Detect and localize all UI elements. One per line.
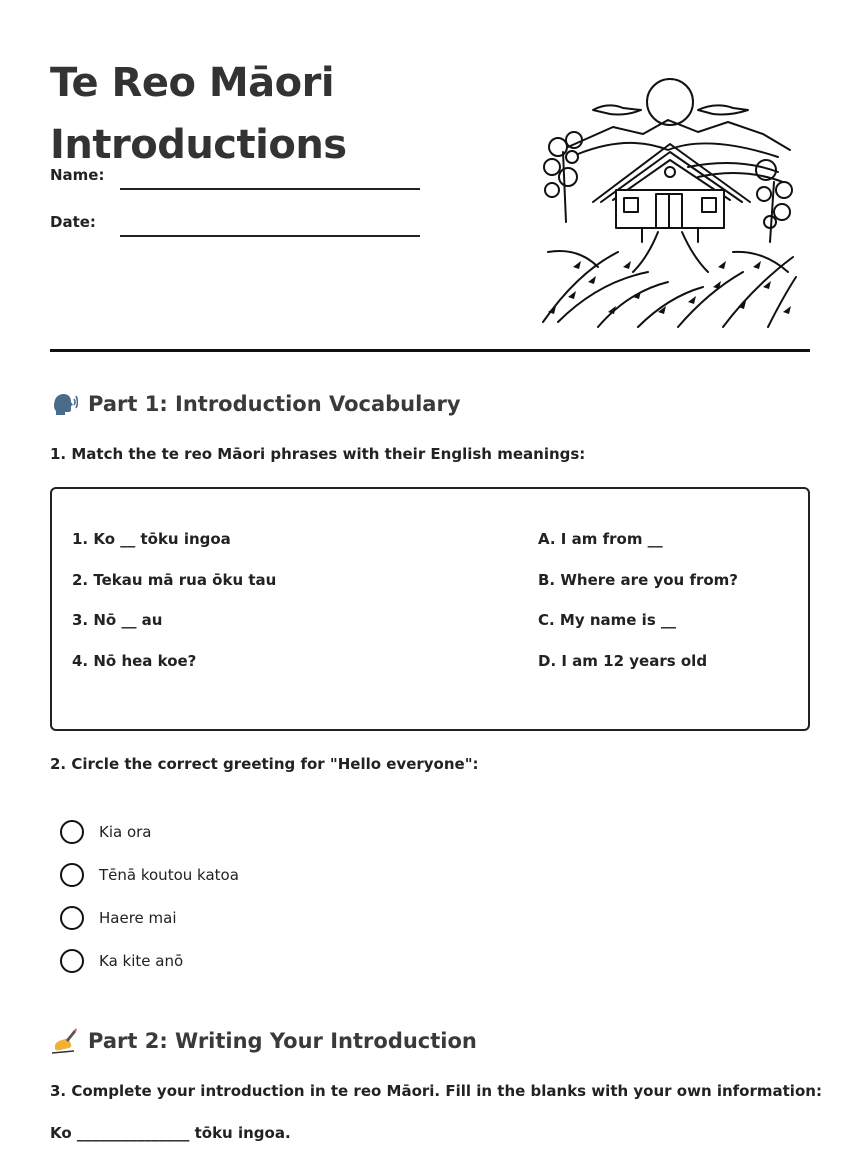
option-label: Haere mai xyxy=(99,909,177,927)
maori-phrase-3[interactable]: 3. Nō __ au xyxy=(72,611,163,629)
radio-circle[interactable] xyxy=(60,820,84,844)
title-line-2: Introductions xyxy=(50,122,347,168)
date-field[interactable] xyxy=(50,209,430,239)
option-label: Tēnā koutou katoa xyxy=(99,866,239,884)
option-haere-mai[interactable] xyxy=(60,905,177,931)
question-3: 3. Complete your introduction in te reo Māori. Fill in the blanks with your own information: xyxy=(50,1082,822,1100)
header-divider xyxy=(50,349,810,352)
radio-circle[interactable] xyxy=(60,863,84,887)
english-meaning-d[interactable]: D. I am 12 years old xyxy=(538,652,708,670)
marae-landscape-icon xyxy=(538,72,800,328)
part2-heading-text: Part 2: Writing Your Introduction xyxy=(88,1029,477,1053)
radio-circle[interactable] xyxy=(60,906,84,930)
title-line-1: Te Reo Māori xyxy=(50,60,335,106)
date-line[interactable] xyxy=(120,235,420,237)
part1-heading-text: Part 1: Introduction Vocabulary xyxy=(88,392,461,416)
part2-heading xyxy=(50,1027,477,1055)
option-ka-kite-ano[interactable] xyxy=(60,948,183,974)
option-label: Ka kite anō xyxy=(99,952,184,970)
question-1: 1. Match the te reo Māori phrases with their English meanings: xyxy=(50,445,586,463)
name-line[interactable] xyxy=(120,188,420,190)
radio-circle[interactable] xyxy=(60,949,84,973)
part1-heading xyxy=(50,390,461,418)
speaking-head-icon xyxy=(50,390,78,418)
english-meaning-a[interactable]: A. I am from __ xyxy=(538,530,663,548)
page-title xyxy=(50,52,347,176)
date-label: Date: xyxy=(50,213,96,231)
fill-in-sentence-1[interactable]: Ko _______________ tōku ingoa. xyxy=(50,1124,291,1142)
maori-phrase-2[interactable]: 2. Tekau mā rua ōku tau xyxy=(72,571,277,589)
name-label: Name: xyxy=(50,166,105,184)
writing-hand-icon xyxy=(50,1027,78,1055)
question-2: 2. Circle the correct greeting for "Hello everyone": xyxy=(50,755,479,773)
name-field[interactable] xyxy=(50,162,430,192)
matching-box xyxy=(50,487,810,731)
option-tena-koutou-katoa[interactable] xyxy=(60,862,239,888)
maori-phrase-1[interactable]: 1. Ko __ tōku ingoa xyxy=(72,530,231,548)
english-meaning-c[interactable]: C. My name is __ xyxy=(538,611,676,629)
english-meaning-b[interactable]: B. Where are you from? xyxy=(538,571,739,589)
maori-phrase-4[interactable]: 4. Nō hea koe? xyxy=(72,652,197,670)
option-label: Kia ora xyxy=(99,823,152,841)
option-kia-ora[interactable] xyxy=(60,819,152,845)
